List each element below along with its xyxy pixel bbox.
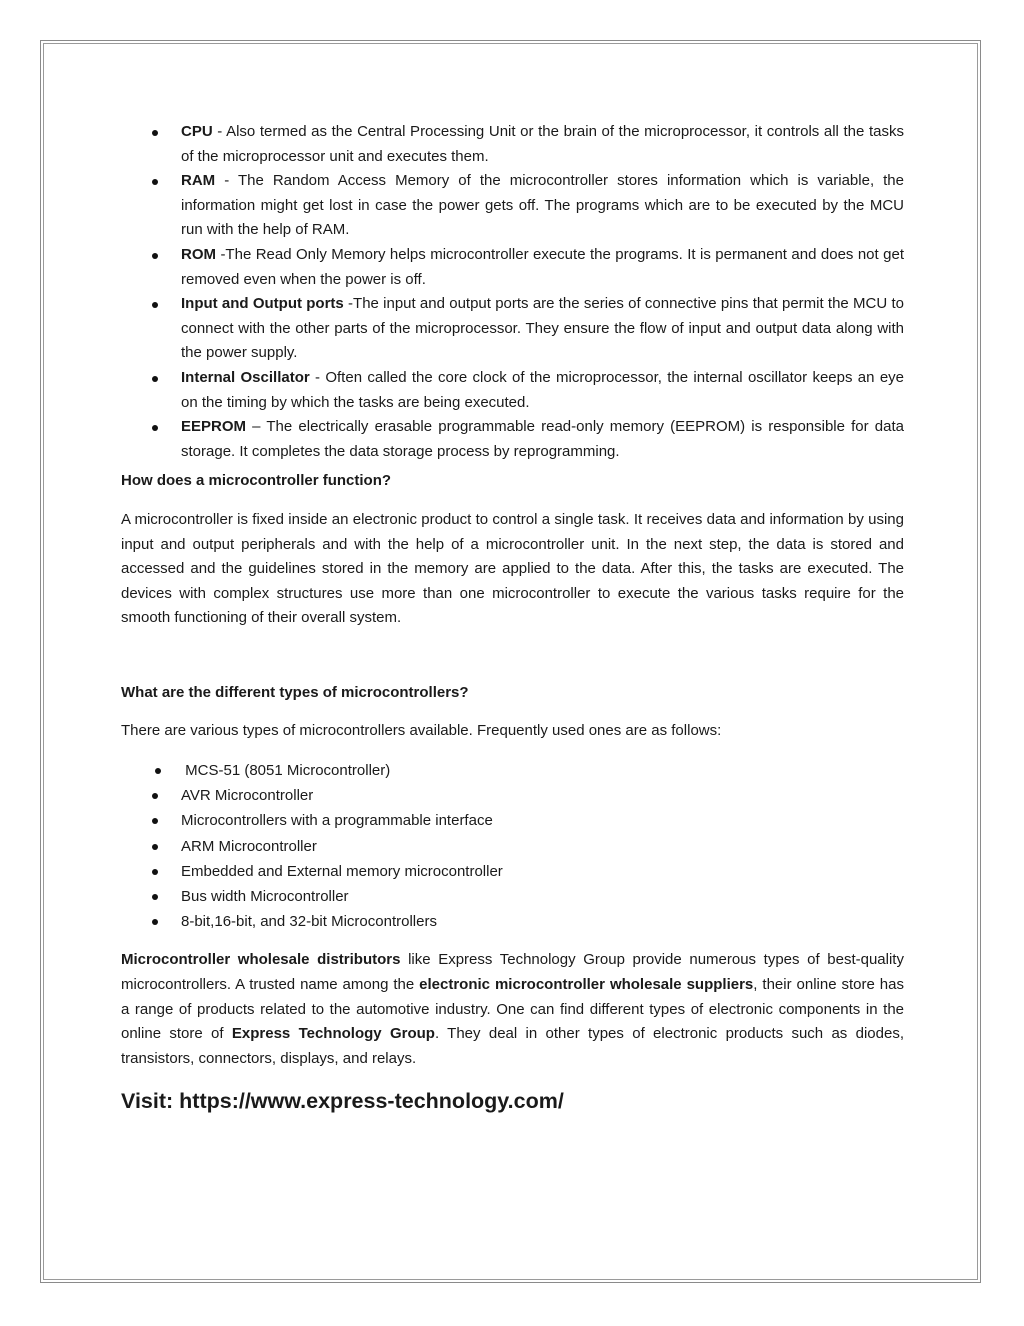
list-item xyxy=(121,366,904,415)
term: ROM xyxy=(181,245,216,263)
section-heading-function: How does a microcontroller function? xyxy=(121,472,392,490)
bullet-icon xyxy=(152,425,158,431)
term-description: - Often called the core clock of the microprocessor, the internal oscillator keeps an eye on the timing by which the tasks are being executed. xyxy=(181,368,904,411)
list-item xyxy=(121,169,904,243)
closing-paragraph xyxy=(121,948,904,1071)
bullet-icon xyxy=(152,253,158,259)
bullet-icon xyxy=(152,894,158,900)
closing-text-2: , their online store has a range of products related to the automotive industry. One can find different types of electronic components in the online store of xyxy=(121,976,904,1043)
function-paragraph: A microcontroller is fixed inside an electronic product to control a single task. It receives data and information by using input and output peripherals and with the help of a microcontroller unit. In the next step, the data is stored and accessed and the guidelines stored in the memory are applied to the data. After this, the tasks are executed. The devices with complex structures use more than one microcontroller to execute the various tasks require for the smooth functioning of their overall system. xyxy=(121,510,904,627)
bullet-icon xyxy=(152,919,158,925)
types-list xyxy=(121,758,904,934)
type-label: Bus width Microcontroller xyxy=(181,888,349,906)
bullet-icon xyxy=(152,179,158,185)
closing-bold-company: Express Technology Group xyxy=(231,1025,435,1043)
list-item xyxy=(121,909,904,934)
bullet-icon xyxy=(152,793,158,799)
type-label: MCS-51 (8051 Microcontroller) xyxy=(181,762,391,780)
term: Internal Oscillator xyxy=(181,368,310,386)
bullet-icon xyxy=(152,130,158,136)
term-description: - The Random Access Memory of the microcontroller stores information which is variable, the information might get lost in case the power gets off. The programs which are to be executed by the MCU run with the help of RAM. xyxy=(181,172,904,239)
term: Input and Output ports xyxy=(181,295,344,313)
visit-link[interactable]: Visit: https://www.express-technology.com/ xyxy=(121,1089,564,1114)
term: RAM xyxy=(181,172,216,190)
term: CPU xyxy=(181,123,213,140)
closing-text-1: like Express Technology Group provide numerous types of best-quality microcontrollers. A trusted name among the xyxy=(121,951,904,994)
closing-bold-distributors: Microcontroller wholesale distributors xyxy=(121,951,401,969)
list-item xyxy=(121,758,904,783)
list-item xyxy=(121,120,904,169)
term-description: -The input and output ports are the series of connective pins that permit the MCU to connect with the other parts of the microprocessor. They ensure the flow of input and output data along with the power supply. xyxy=(181,295,904,362)
type-label: AVR Microcontroller xyxy=(181,787,314,805)
list-item xyxy=(121,859,904,884)
list-item xyxy=(121,808,904,833)
type-label: ARM Microcontroller xyxy=(181,837,317,855)
term-description: - Also termed as the Central Processing Unit or the brain of the microprocessor, it controls all the tasks of the microprocessor unit and executes them. xyxy=(181,123,904,165)
components-list xyxy=(121,120,904,464)
bullet-icon xyxy=(155,768,161,774)
types-intro: There are various types of microcontrollers available. Frequently used ones are as follows: xyxy=(121,722,722,740)
bullet-icon xyxy=(152,302,158,308)
type-label: Microcontrollers with a programmable interface xyxy=(181,812,493,830)
bullet-icon xyxy=(152,376,158,382)
bullet-icon xyxy=(152,844,158,850)
document-content xyxy=(121,120,904,1115)
list-item xyxy=(121,415,904,464)
type-label: 8-bit,16-bit, and 32-bit Microcontrollers xyxy=(181,913,437,931)
list-item xyxy=(121,292,904,366)
term: EEPROM xyxy=(181,418,247,436)
bullet-icon xyxy=(152,818,158,824)
list-item xyxy=(121,834,904,859)
term-description: -The Read Only Memory helps microcontroller execute the programs. It is permanent and does not get removed even when the power is off. xyxy=(181,245,904,288)
closing-text-3: . They deal in other types of electronic products such as diodes, transistors, connectors, displays, and relays. xyxy=(121,1025,904,1067)
closing-bold-suppliers: electronic microcontroller wholesale suppliers xyxy=(419,976,754,994)
list-item xyxy=(121,243,904,292)
type-label: Embedded and External memory microcontroller xyxy=(181,862,503,880)
section-heading-types: What are the different types of microcontrollers? xyxy=(121,683,469,701)
list-item xyxy=(121,783,904,808)
list-item xyxy=(121,884,904,909)
term-description: – The electrically erasable programmable read-only memory (EEPROM) is responsible for data storage. It completes the data storage process by reprogramming. xyxy=(181,418,904,460)
bullet-icon xyxy=(152,869,158,875)
